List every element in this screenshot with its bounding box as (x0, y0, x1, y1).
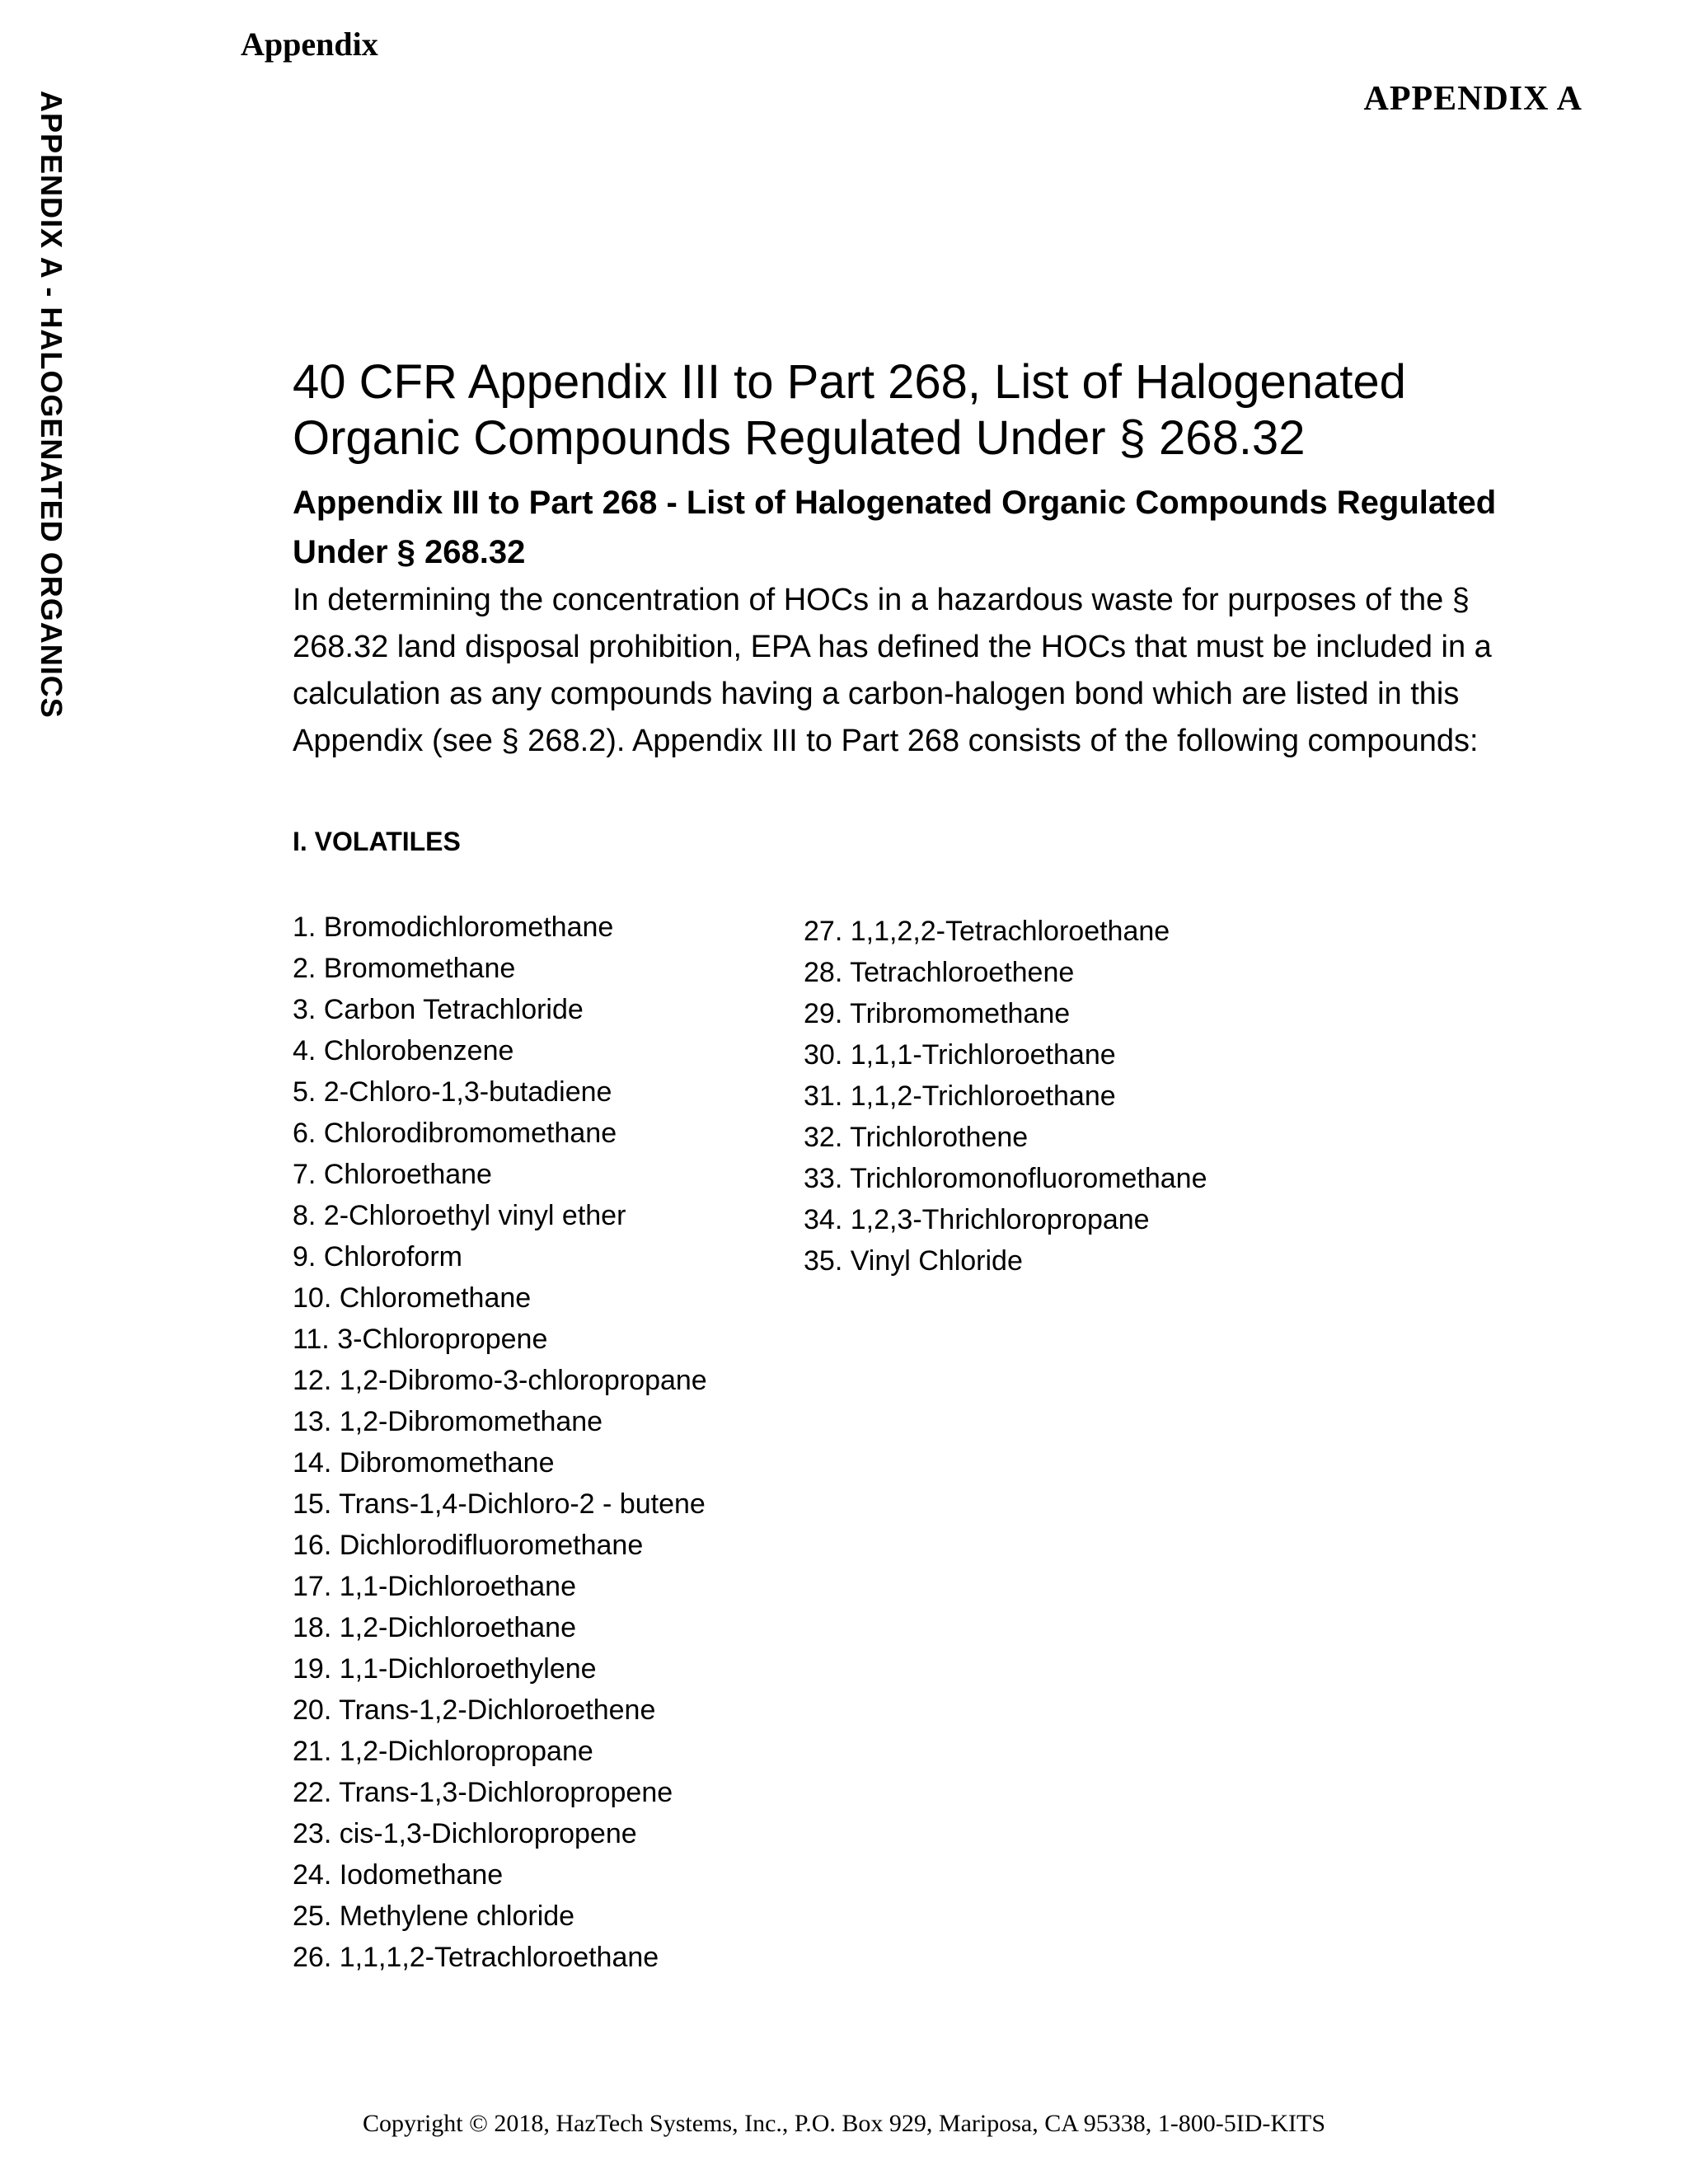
footer-copyright: Copyright © 2018, HazTech Systems, Inc., P.O. Box 929, Mariposa, CA 95338, 1-800-5ID-KITS (362, 2110, 1326, 2137)
list-item: 5. 2-Chloro-1,3-butadiene (293, 1076, 612, 1108)
list-item: 25. Methylene chloride (293, 1900, 575, 1932)
list-item: 11. 3-Chloropropene (293, 1324, 548, 1355)
running-head: Appendix (241, 26, 378, 63)
list-item: 26. 1,1,1,2-Tetrachloroethane (293, 1942, 659, 1973)
list-item: 22. Trans-1,3-Dichloropropene (293, 1777, 673, 1808)
list-item: 24. Iodomethane (293, 1859, 504, 1891)
compound-list-col2 (804, 911, 1207, 1282)
list-item: 19. 1,1-Dichloroethylene (293, 1653, 597, 1685)
list-item: 28. Tetrachloroethene (804, 957, 1075, 988)
list-item: 12. 1,2-Dibromo-3-chloropropane (293, 1365, 707, 1396)
list-item: 20. Trans-1,2-Dichloroethene (293, 1694, 656, 1726)
list-item: 1. Bromodichloromethane (293, 912, 614, 943)
list-item: 16. Dichlorodifluoromethane (293, 1530, 644, 1561)
list-item: 32. Trichlorothene (804, 1122, 1029, 1153)
list-item: 18. 1,2-Dichloroethane (293, 1612, 577, 1643)
list-item: 4. Chlorobenzene (293, 1035, 514, 1066)
intro-paragraph: In determining the concentration of HOCs in a hazardous waste for purposes of the § 268.32 land disposal prohibition, EPA has defined the HOCs that must be included in a calculation as any compounds having a carbon-halogen bond which are listed in this Appendix (see § 268.2). Appendix III to Part 268 consists of the following compounds: (293, 583, 1492, 758)
list-item: 34. 1,2,3-Thrichloropropane (804, 1204, 1150, 1235)
list-item: 8. 2-Chloroethyl vinyl ether (293, 1200, 626, 1231)
list-item: 27. 1,1,2,2-Tetrachloroethane (804, 916, 1170, 947)
list-item: 15. Trans-1,4-Dichloro-2 - butene (293, 1488, 706, 1520)
section-heading-text: I. VOLATILES (293, 827, 461, 856)
list-item: 6. Chlorodibromomethane (293, 1118, 617, 1149)
list-item: 3. Carbon Tetrachloride (293, 994, 584, 1025)
list-item: 35. Vinyl Chloride (804, 1245, 1023, 1277)
page-subtitle: Appendix III to Part 268 - List of Halogenated Organic Compounds Regulated Under § 268.32 (293, 485, 1497, 570)
list-item: 33. Trichloromonofluoromethane (804, 1163, 1207, 1194)
compound-list-col1 (293, 907, 707, 1978)
page-title: 40 CFR Appendix III to Part 268, List of Halogenated Organic Compounds Regulated Under § 268.32 (293, 355, 1406, 465)
list-item: 23. cis-1,3-Dichloropropene (293, 1818, 637, 1849)
list-item: 14. Dibromomethane (293, 1447, 555, 1479)
list-item: 10. Chloromethane (293, 1282, 532, 1314)
list-item: 31. 1,1,2-Trichloroethane (804, 1080, 1116, 1112)
list-item: 2. Bromomethane (293, 953, 516, 984)
section-heading (293, 827, 461, 857)
side-tab: APPENDIX A - HALOGENATED ORGANICS (35, 91, 68, 719)
appendix-label: APPENDIX A (1363, 80, 1582, 118)
list-item: 30. 1,1,1-Trichloroethane (804, 1039, 1116, 1071)
list-item: 7. Chloroethane (293, 1159, 492, 1190)
list-item: 21. 1,2-Dichloropropane (293, 1736, 593, 1767)
list-item: 17. 1,1-Dichloroethane (293, 1571, 577, 1602)
list-item: 29. Tribromomethane (804, 998, 1071, 1029)
list-item: 9. Chloroform (293, 1241, 462, 1272)
list-item: 13. 1,2-Dibromomethane (293, 1406, 603, 1437)
